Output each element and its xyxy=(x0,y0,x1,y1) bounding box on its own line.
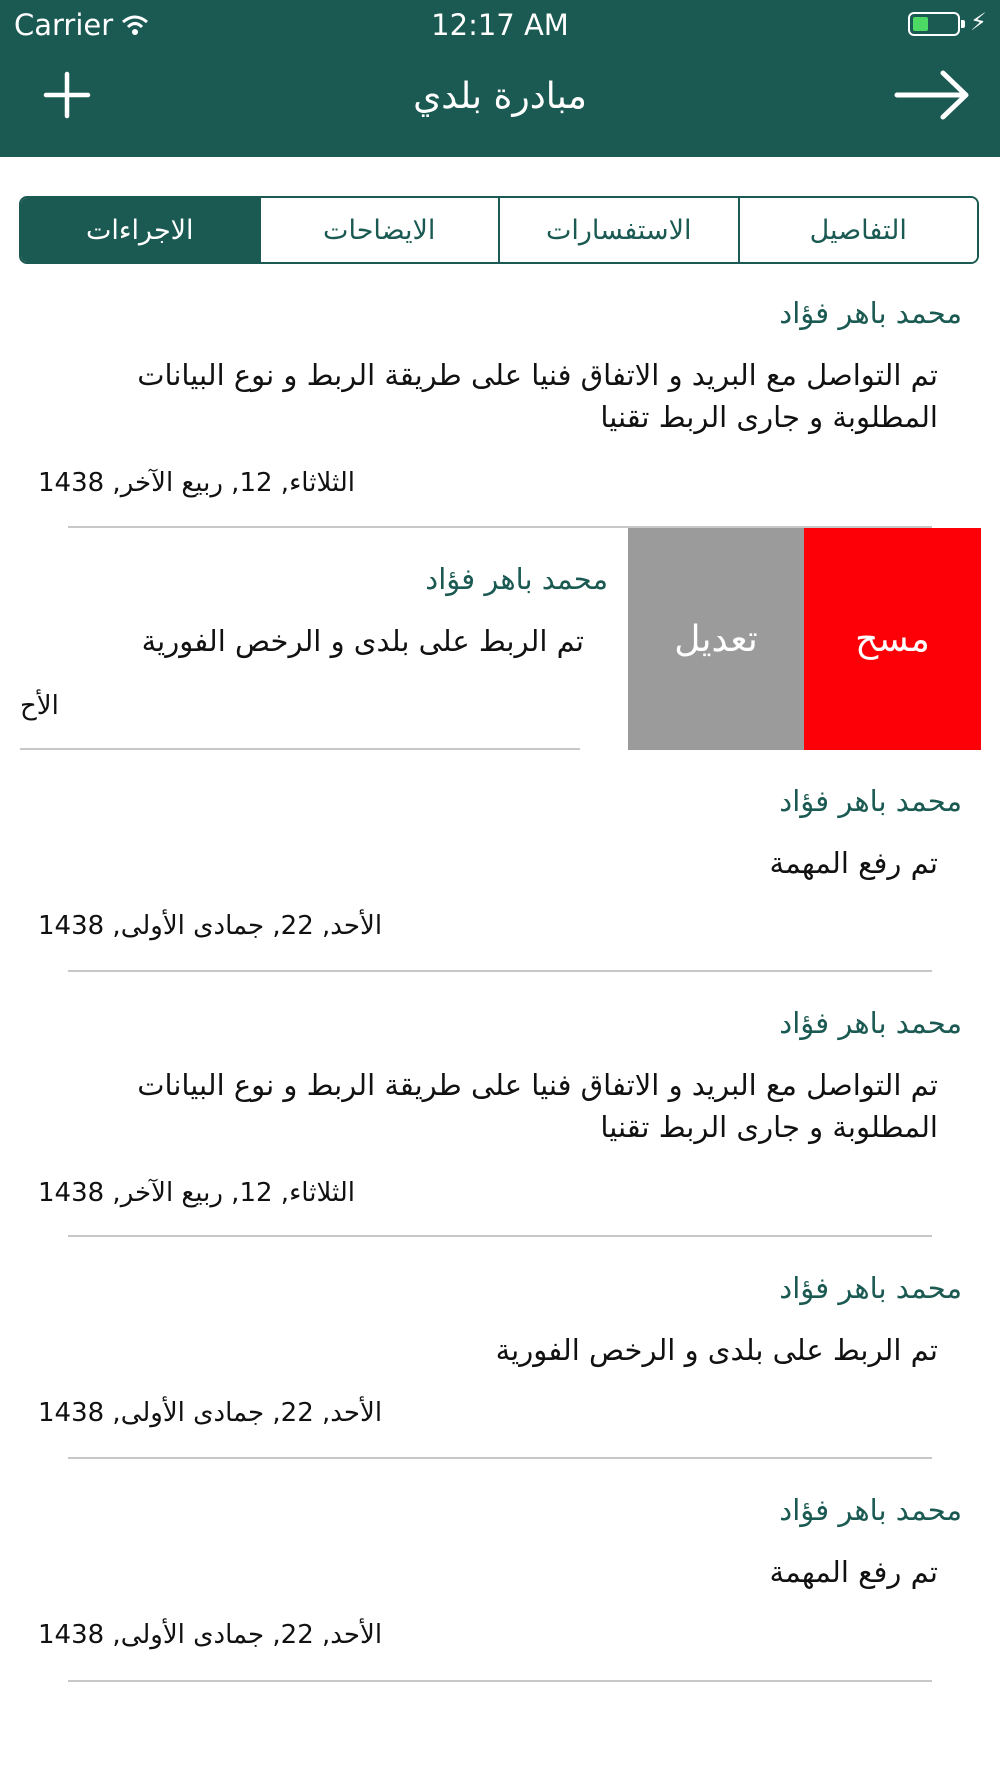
segmented-tabs xyxy=(19,196,979,264)
list-item[interactable] xyxy=(0,1265,1000,1455)
arrow-right-icon xyxy=(893,68,973,122)
navigation-bar xyxy=(0,0,1000,157)
divider xyxy=(68,1680,932,1682)
entry-text: تم الربط على بلدى و الرخص الفورية xyxy=(141,624,584,658)
delete-button[interactable]: مسح xyxy=(804,528,981,750)
author-name: محمد باهر فؤاد xyxy=(779,1493,962,1527)
entry-date: الأحد, 22, جمادى الأولى, 1438 xyxy=(38,1398,383,1428)
entry-date: الأحد, 22, جمادى الأولى, 1438 xyxy=(38,911,383,941)
divider xyxy=(68,1235,932,1237)
battery-icon xyxy=(908,12,960,36)
divider xyxy=(68,1457,932,1459)
divider xyxy=(20,748,580,750)
entry-text: تم رفع المهمة xyxy=(769,1555,938,1589)
tab-procedures[interactable]: الاجراءات xyxy=(21,198,259,262)
back-button[interactable] xyxy=(893,68,973,122)
author-name: محمد باهر فؤاد xyxy=(779,1271,962,1305)
author-name: محمد باهر فؤاد xyxy=(779,784,962,818)
list-item[interactable] xyxy=(0,1000,1000,1235)
tab-clarifications[interactable]: الايضاحات xyxy=(259,198,499,262)
list-item[interactable] xyxy=(0,1487,1000,1677)
author-name: محمد باهر فؤاد xyxy=(425,562,608,596)
entry-text: تم التواصل مع البريد و الاتفاق فنيا على طريقة الربط و نوع البيانات المطلوبة و جارى الربط تقنيا xyxy=(137,358,938,434)
status-time: 12:17 AM xyxy=(431,8,569,42)
entry-date: الأح xyxy=(20,691,59,721)
carrier-label: Carrier xyxy=(14,8,114,42)
swiped-list-item[interactable] xyxy=(0,528,1000,750)
entry-date: الثلاثاء, 12, ربيع الآخر, 1438 xyxy=(38,1178,355,1208)
battery-level xyxy=(913,17,928,31)
divider xyxy=(68,970,932,972)
list-item[interactable] xyxy=(0,778,1000,968)
author-name: محمد باهر فؤاد xyxy=(779,1006,962,1040)
author-name: محمد باهر فؤاد xyxy=(779,296,962,330)
entry-date: الثلاثاء, 12, ربيع الآخر, 1438 xyxy=(38,468,355,498)
list-item-content[interactable] xyxy=(0,528,628,750)
entry-text: تم رفع المهمة xyxy=(769,846,938,880)
status-bar xyxy=(0,0,1000,50)
page-title: مبادرة بلدي xyxy=(413,76,587,117)
tab-inquiries[interactable]: الاستفسارات xyxy=(498,198,738,262)
tab-details[interactable]: التفاصيل xyxy=(738,198,978,262)
entry-text: تم التواصل مع البريد و الاتفاق فنيا على طريقة الربط و نوع البيانات المطلوبة و جارى الربط تقنيا xyxy=(137,1068,938,1144)
edit-button[interactable]: تعديل xyxy=(628,528,804,750)
entry-text: تم الربط على بلدى و الرخص الفورية xyxy=(495,1333,938,1367)
list-item[interactable] xyxy=(0,290,1000,530)
entry-date: الأحد, 22, جمادى الأولى, 1438 xyxy=(38,1620,383,1650)
charging-icon: ⚡ xyxy=(970,8,987,36)
